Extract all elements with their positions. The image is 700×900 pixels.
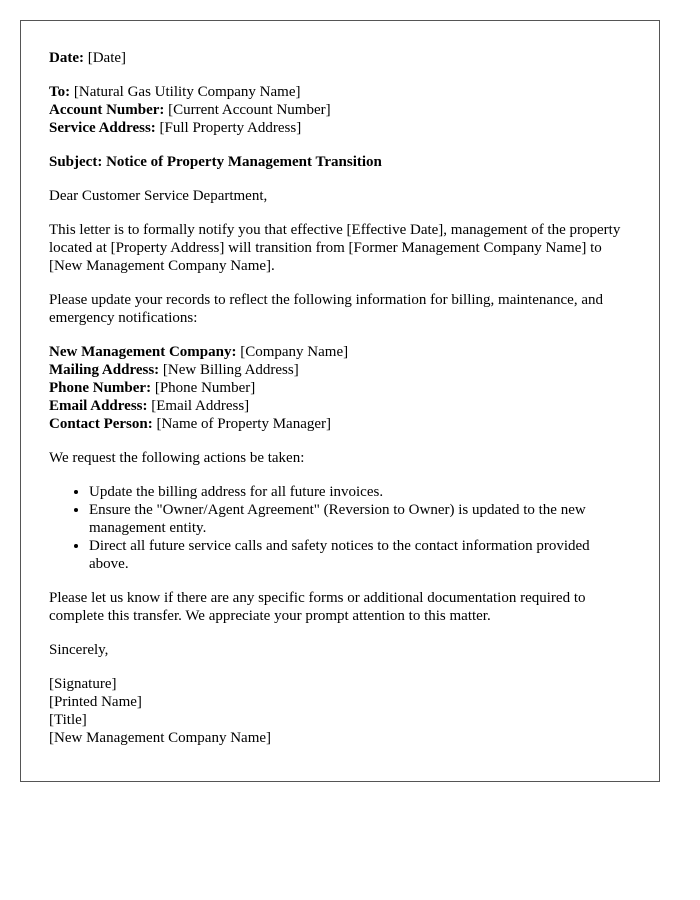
contact-info-block [49, 343, 631, 433]
body-paragraph-1: This letter is to formally notify you that effective [Effective Date], management of the property located at [Property Address] will transition from [Former Management Company Name] to [New Management Company Name]. [49, 222, 621, 274]
date-line [49, 49, 631, 67]
to-value: [Natural Gas Utility Company Name] [73, 84, 301, 100]
action-item: • Update the billing address for all future invoices. [89, 483, 631, 501]
signer-title: [Title] [49, 712, 87, 728]
actions-intro: We request the following actions be taken: [49, 450, 305, 466]
mailing-address-line [49, 361, 631, 379]
mailing-address-label: Mailing Address: [49, 362, 160, 378]
letter-document [20, 20, 660, 782]
service-address-value: [Full Property Address] [159, 120, 302, 136]
signer-company: [New Management Company Name] [49, 730, 272, 746]
management-company-label: New Management Company: [49, 344, 237, 360]
action-item: • Direct all future service calls and safety notices to the contact information provided above. [89, 537, 631, 573]
contact-person-line [49, 415, 631, 433]
recipient-block [49, 83, 631, 137]
to-line [49, 83, 631, 101]
account-number-value: [Current Account Number] [168, 102, 331, 118]
to-label: To: [49, 84, 71, 100]
account-number-label: Account Number: [49, 102, 165, 118]
service-address-label: Service Address: [49, 120, 156, 136]
contact-person-value: [Name of Property Manager] [156, 416, 331, 432]
phone-number-value: [Phone Number] [154, 380, 256, 396]
email-address-label: Email Address: [49, 398, 148, 414]
service-address-line [49, 119, 631, 137]
action-item: • Ensure the "Owner/Agent Agreement" (Reversion to Owner) is updated to the new management entity. [89, 501, 631, 537]
date-value: [Date] [87, 50, 127, 66]
email-address-line [49, 397, 631, 415]
printed-name: [Printed Name] [49, 694, 142, 710]
actions-list [49, 483, 631, 573]
phone-number-line [49, 379, 631, 397]
account-number-line [49, 101, 631, 119]
management-company-line [49, 343, 631, 361]
closing-paragraph: Please let us know if there are any specific forms or additional documentation required to complete this transfer. We appreciate your prompt attention to this matter. [49, 590, 586, 624]
signature-block [49, 675, 631, 747]
phone-number-label: Phone Number: [49, 380, 152, 396]
email-address-value: [Email Address] [151, 398, 250, 414]
signature-placeholder: [Signature] [49, 676, 117, 692]
body-paragraph-2: Please update your records to reflect the following information for billing, maintenance, and emergency notifications: [49, 292, 603, 326]
subject-line: Subject: Notice of Property Management Transition [49, 154, 382, 170]
salutation: Dear Customer Service Department, [49, 188, 268, 204]
signoff: Sincerely, [49, 642, 109, 658]
contact-person-label: Contact Person: [49, 416, 153, 432]
date-label: Date: [49, 50, 84, 66]
management-company-value: [Company Name] [240, 344, 349, 360]
mailing-address-value: [New Billing Address] [162, 362, 299, 378]
